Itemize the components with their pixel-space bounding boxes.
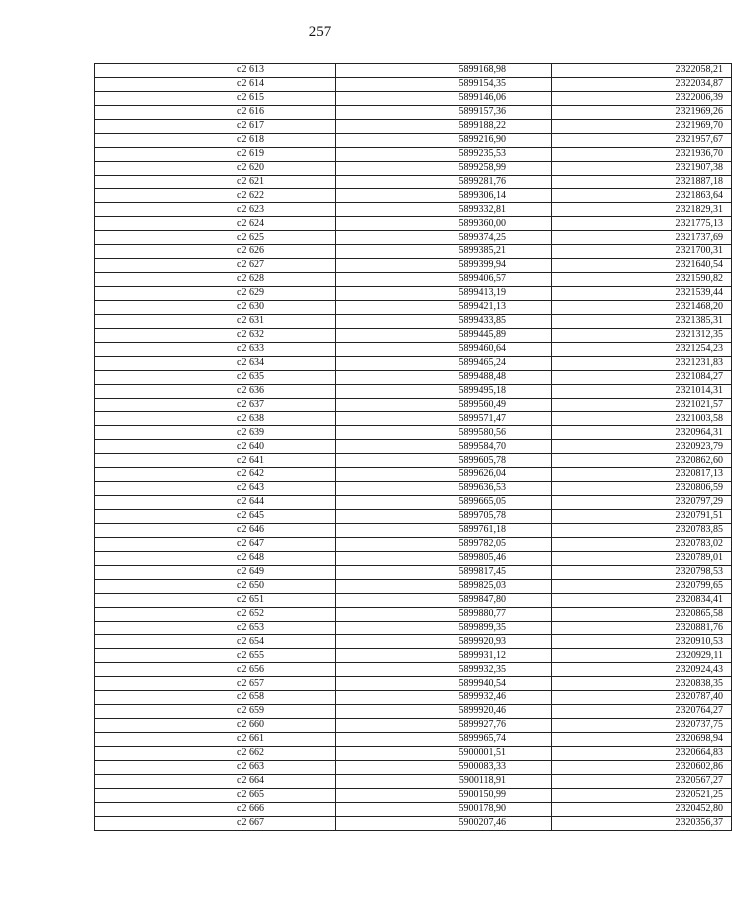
point-id-cell: с2 657	[95, 677, 336, 691]
point-id-cell: с2 613	[95, 64, 336, 78]
x-coordinate-cell: 5899636,53	[336, 482, 552, 496]
table-row	[95, 579, 732, 593]
x-coordinate-cell: 5899920,46	[336, 705, 552, 719]
x-coordinate-cell: 5899413,19	[336, 287, 552, 301]
y-coordinate-cell: 2320737,75	[552, 719, 732, 733]
point-id-cell: с2 646	[95, 523, 336, 537]
y-coordinate-cell: 2321969,70	[552, 119, 732, 133]
x-coordinate-cell: 5899665,05	[336, 496, 552, 510]
y-coordinate-cell: 2321084,27	[552, 370, 732, 384]
x-coordinate-cell: 5899782,05	[336, 537, 552, 551]
x-coordinate-cell: 5899605,78	[336, 454, 552, 468]
y-coordinate-cell: 2321829,31	[552, 203, 732, 217]
table-row	[95, 384, 732, 398]
y-coordinate-cell: 2320834,41	[552, 593, 732, 607]
y-coordinate-cell: 2321936,70	[552, 147, 732, 161]
x-coordinate-cell: 5899899,35	[336, 621, 552, 635]
y-coordinate-cell: 2320452,80	[552, 802, 732, 816]
coordinates-table-body	[95, 64, 732, 831]
y-coordinate-cell: 2321969,26	[552, 105, 732, 119]
y-coordinate-cell: 2320910,53	[552, 635, 732, 649]
x-coordinate-cell: 5899580,56	[336, 426, 552, 440]
point-id-cell: с2 629	[95, 287, 336, 301]
y-coordinate-cell: 2321385,31	[552, 314, 732, 328]
x-coordinate-cell: 5900118,91	[336, 774, 552, 788]
table-row	[95, 300, 732, 314]
y-coordinate-cell: 2322006,39	[552, 91, 732, 105]
y-coordinate-cell: 2320356,37	[552, 816, 732, 830]
x-coordinate-cell: 5899488,48	[336, 370, 552, 384]
point-id-cell: с2 616	[95, 105, 336, 119]
point-id-cell: с2 617	[95, 119, 336, 133]
point-id-cell: с2 667	[95, 816, 336, 830]
y-coordinate-cell: 2320929,11	[552, 649, 732, 663]
x-coordinate-cell: 5899374,25	[336, 231, 552, 245]
point-id-cell: с2 651	[95, 593, 336, 607]
point-id-cell: с2 620	[95, 161, 336, 175]
table-row	[95, 356, 732, 370]
table-row	[95, 733, 732, 747]
x-coordinate-cell: 5899281,76	[336, 175, 552, 189]
y-coordinate-cell: 2321700,31	[552, 245, 732, 259]
y-coordinate-cell: 2320602,86	[552, 760, 732, 774]
y-coordinate-cell: 2320764,27	[552, 705, 732, 719]
table-row	[95, 64, 732, 78]
x-coordinate-cell: 5900150,99	[336, 788, 552, 802]
point-id-cell: с2 621	[95, 175, 336, 189]
table-row	[95, 760, 732, 774]
table-row	[95, 593, 732, 607]
y-coordinate-cell: 2320862,60	[552, 454, 732, 468]
point-id-cell: с2 625	[95, 231, 336, 245]
x-coordinate-cell: 5899188,22	[336, 119, 552, 133]
table-row	[95, 802, 732, 816]
y-coordinate-cell: 2320838,35	[552, 677, 732, 691]
table-row	[95, 426, 732, 440]
table-row	[95, 175, 732, 189]
table-row	[95, 91, 732, 105]
table-row	[95, 468, 732, 482]
y-coordinate-cell: 2320698,94	[552, 733, 732, 747]
table-row	[95, 635, 732, 649]
x-coordinate-cell: 5899931,12	[336, 649, 552, 663]
y-coordinate-cell: 2321590,82	[552, 273, 732, 287]
table-row	[95, 440, 732, 454]
table-row	[95, 649, 732, 663]
table-row	[95, 788, 732, 802]
x-coordinate-cell: 5899847,80	[336, 593, 552, 607]
x-coordinate-cell: 5899927,76	[336, 719, 552, 733]
point-id-cell: с2 666	[95, 802, 336, 816]
point-id-cell: с2 615	[95, 91, 336, 105]
x-coordinate-cell: 5899932,35	[336, 663, 552, 677]
x-coordinate-cell: 5899306,14	[336, 189, 552, 203]
y-coordinate-cell: 2320964,31	[552, 426, 732, 440]
table-row	[95, 77, 732, 91]
table-row	[95, 189, 732, 203]
point-id-cell: с2 662	[95, 746, 336, 760]
y-coordinate-cell: 2320791,51	[552, 510, 732, 524]
point-id-cell: с2 648	[95, 551, 336, 565]
table-row	[95, 454, 732, 468]
table-row	[95, 774, 732, 788]
table-row	[95, 287, 732, 301]
y-coordinate-cell: 2320567,27	[552, 774, 732, 788]
table-row	[95, 370, 732, 384]
point-id-cell: с2 626	[95, 245, 336, 259]
x-coordinate-cell: 5899168,98	[336, 64, 552, 78]
y-coordinate-cell: 2320783,85	[552, 523, 732, 537]
table-row	[95, 119, 732, 133]
point-id-cell: с2 663	[95, 760, 336, 774]
y-coordinate-cell: 2320881,76	[552, 621, 732, 635]
y-coordinate-cell: 2321957,67	[552, 133, 732, 147]
table-row	[95, 537, 732, 551]
table-row	[95, 217, 732, 231]
y-coordinate-cell: 2321640,54	[552, 259, 732, 273]
y-coordinate-cell: 2321003,58	[552, 412, 732, 426]
y-coordinate-cell: 2321863,64	[552, 189, 732, 203]
x-coordinate-cell: 5899761,18	[336, 523, 552, 537]
point-id-cell: с2 660	[95, 719, 336, 733]
point-id-cell: с2 654	[95, 635, 336, 649]
table-row	[95, 621, 732, 635]
y-coordinate-cell: 2321737,69	[552, 231, 732, 245]
x-coordinate-cell: 5900001,51	[336, 746, 552, 760]
point-id-cell: с2 656	[95, 663, 336, 677]
x-coordinate-cell: 5899157,36	[336, 105, 552, 119]
x-coordinate-cell: 5899705,78	[336, 510, 552, 524]
x-coordinate-cell: 5899817,45	[336, 565, 552, 579]
y-coordinate-cell: 2320865,58	[552, 607, 732, 621]
table-row	[95, 412, 732, 426]
point-id-cell: с2 655	[95, 649, 336, 663]
table-row	[95, 523, 732, 537]
point-id-cell: с2 641	[95, 454, 336, 468]
point-id-cell: с2 639	[95, 426, 336, 440]
point-id-cell: с2 665	[95, 788, 336, 802]
point-id-cell: с2 632	[95, 328, 336, 342]
x-coordinate-cell: 5899940,54	[336, 677, 552, 691]
point-id-cell: с2 644	[95, 496, 336, 510]
table-row	[95, 677, 732, 691]
table-row	[95, 231, 732, 245]
point-id-cell: с2 634	[95, 356, 336, 370]
y-coordinate-cell: 2321014,31	[552, 384, 732, 398]
x-coordinate-cell: 5899495,18	[336, 384, 552, 398]
x-coordinate-cell: 5899433,85	[336, 314, 552, 328]
point-id-cell: с2 624	[95, 217, 336, 231]
point-id-cell: с2 633	[95, 342, 336, 356]
y-coordinate-cell: 2320923,79	[552, 440, 732, 454]
x-coordinate-cell: 5899445,89	[336, 328, 552, 342]
x-coordinate-cell: 5899626,04	[336, 468, 552, 482]
y-coordinate-cell: 2320798,53	[552, 565, 732, 579]
point-id-cell: с2 664	[95, 774, 336, 788]
point-id-cell: с2 642	[95, 468, 336, 482]
y-coordinate-cell: 2320521,25	[552, 788, 732, 802]
x-coordinate-cell: 5899584,70	[336, 440, 552, 454]
coordinates-table	[94, 63, 732, 831]
x-coordinate-cell: 5900178,90	[336, 802, 552, 816]
point-id-cell: с2 630	[95, 300, 336, 314]
y-coordinate-cell: 2321539,44	[552, 287, 732, 301]
y-coordinate-cell: 2320817,13	[552, 468, 732, 482]
point-id-cell: с2 650	[95, 579, 336, 593]
y-coordinate-cell: 2320806,59	[552, 482, 732, 496]
x-coordinate-cell: 5899360,00	[336, 217, 552, 231]
x-coordinate-cell: 5899880,77	[336, 607, 552, 621]
table-row	[95, 719, 732, 733]
y-coordinate-cell: 2321907,38	[552, 161, 732, 175]
point-id-cell: с2 623	[95, 203, 336, 217]
y-coordinate-cell: 2320783,02	[552, 537, 732, 551]
table-row	[95, 663, 732, 677]
y-coordinate-cell: 2320789,01	[552, 551, 732, 565]
point-id-cell: с2 636	[95, 384, 336, 398]
y-coordinate-cell: 2321887,18	[552, 175, 732, 189]
point-id-cell: с2 638	[95, 412, 336, 426]
y-coordinate-cell: 2321021,57	[552, 398, 732, 412]
point-id-cell: с2 645	[95, 510, 336, 524]
x-coordinate-cell: 5899235,53	[336, 147, 552, 161]
x-coordinate-cell: 5899421,13	[336, 300, 552, 314]
table-row	[95, 328, 732, 342]
point-id-cell: с2 659	[95, 705, 336, 719]
x-coordinate-cell: 5899399,94	[336, 259, 552, 273]
x-coordinate-cell: 5899332,81	[336, 203, 552, 217]
y-coordinate-cell: 2321775,13	[552, 217, 732, 231]
x-coordinate-cell: 5899258,99	[336, 161, 552, 175]
point-id-cell: с2 640	[95, 440, 336, 454]
y-coordinate-cell: 2321468,20	[552, 300, 732, 314]
table-row	[95, 203, 732, 217]
y-coordinate-cell: 2322058,21	[552, 64, 732, 78]
table-row	[95, 551, 732, 565]
point-id-cell: с2 627	[95, 259, 336, 273]
y-coordinate-cell: 2321231,83	[552, 356, 732, 370]
page-number: 257	[308, 24, 332, 40]
x-coordinate-cell: 5899465,24	[336, 356, 552, 370]
x-coordinate-cell: 5899460,64	[336, 342, 552, 356]
point-id-cell: с2 643	[95, 482, 336, 496]
x-coordinate-cell: 5899932,46	[336, 691, 552, 705]
table-row	[95, 147, 732, 161]
table-row	[95, 816, 732, 830]
point-id-cell: с2 652	[95, 607, 336, 621]
y-coordinate-cell: 2320799,65	[552, 579, 732, 593]
point-id-cell: с2 635	[95, 370, 336, 384]
x-coordinate-cell: 5899571,47	[336, 412, 552, 426]
table-row	[95, 398, 732, 412]
table-row	[95, 161, 732, 175]
y-coordinate-cell: 2320797,29	[552, 496, 732, 510]
point-id-cell: с2 653	[95, 621, 336, 635]
point-id-cell: с2 631	[95, 314, 336, 328]
y-coordinate-cell: 2321254,23	[552, 342, 732, 356]
x-coordinate-cell: 5899560,49	[336, 398, 552, 412]
y-coordinate-cell: 2322034,87	[552, 77, 732, 91]
x-coordinate-cell: 5899920,93	[336, 635, 552, 649]
y-coordinate-cell: 2321312,35	[552, 328, 732, 342]
x-coordinate-cell: 5899965,74	[336, 733, 552, 747]
x-coordinate-cell: 5900207,46	[336, 816, 552, 830]
table-row	[95, 342, 732, 356]
x-coordinate-cell: 5899825,03	[336, 579, 552, 593]
point-id-cell: с2 618	[95, 133, 336, 147]
x-coordinate-cell: 5899154,35	[336, 77, 552, 91]
point-id-cell: с2 619	[95, 147, 336, 161]
table-row	[95, 746, 732, 760]
point-id-cell: с2 658	[95, 691, 336, 705]
y-coordinate-cell: 2320924,43	[552, 663, 732, 677]
table-row	[95, 259, 732, 273]
table-row	[95, 245, 732, 259]
table-row	[95, 133, 732, 147]
table-row	[95, 482, 732, 496]
x-coordinate-cell: 5899805,46	[336, 551, 552, 565]
table-row	[95, 705, 732, 719]
point-id-cell: с2 649	[95, 565, 336, 579]
x-coordinate-cell: 5900083,33	[336, 760, 552, 774]
x-coordinate-cell: 5899406,57	[336, 273, 552, 287]
point-id-cell: с2 614	[95, 77, 336, 91]
table-row	[95, 105, 732, 119]
x-coordinate-cell: 5899146,06	[336, 91, 552, 105]
y-coordinate-cell: 2320787,40	[552, 691, 732, 705]
point-id-cell: с2 637	[95, 398, 336, 412]
point-id-cell: с2 628	[95, 273, 336, 287]
x-coordinate-cell: 5899216,90	[336, 133, 552, 147]
x-coordinate-cell: 5899385,21	[336, 245, 552, 259]
table-row	[95, 691, 732, 705]
y-coordinate-cell: 2320664,83	[552, 746, 732, 760]
table-row	[95, 607, 732, 621]
table-row	[95, 565, 732, 579]
table-row	[95, 273, 732, 287]
point-id-cell: с2 647	[95, 537, 336, 551]
point-id-cell: с2 622	[95, 189, 336, 203]
point-id-cell: с2 661	[95, 733, 336, 747]
table-row	[95, 510, 732, 524]
table-row	[95, 496, 732, 510]
table-row	[95, 314, 732, 328]
